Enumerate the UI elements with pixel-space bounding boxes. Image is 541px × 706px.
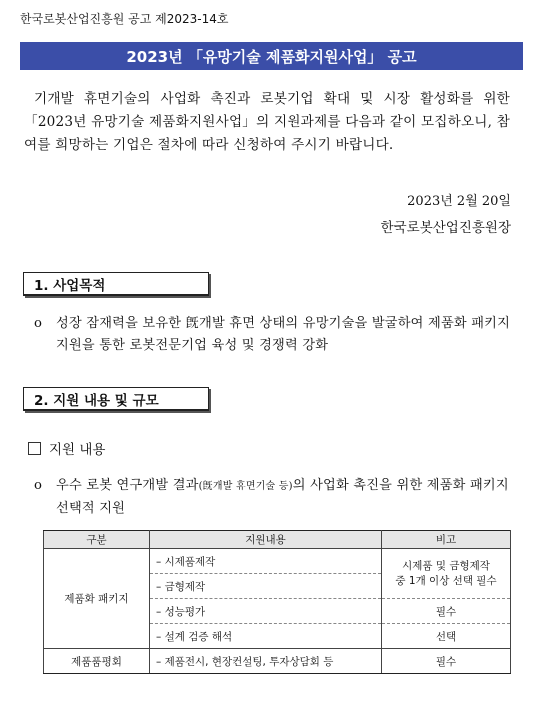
announcement-title: 2023년 「유망기술 제품화지원사업」 공고 (126, 47, 417, 66)
announcement-date: 2023년 2월 20일 (407, 194, 511, 209)
table-header-row (44, 531, 511, 549)
table-cell-content: – 설계 검증 해석 (150, 624, 382, 649)
sub-heading-label: 지원 내용 (49, 442, 106, 458)
table-cell-content: – 금형제작 (150, 574, 382, 599)
table-cell-note: 선택 (382, 624, 511, 649)
square-bullet-icon (28, 442, 41, 455)
document-number: 한국로봇산업진흥원 공고 제2023-14호 (20, 12, 229, 26)
support-text-a: 우수 로봇 연구개발 결과 (56, 478, 199, 493)
table-header-cell: 지원내용 (150, 531, 382, 549)
purpose-text: 성장 잠재력을 보유한 旣개발 휴면 상태의 유망기술을 발굴하여 제품화 패키지 지원을 통한 로봇전문기업 육성 및 경쟁력 강화 (56, 316, 511, 353)
table-cell-note: 필수 (382, 599, 511, 624)
circle-bullet-icon: o (34, 478, 43, 493)
signatory: 한국로봇산업진흥원장 (380, 220, 511, 236)
table-row (44, 549, 511, 574)
intro-paragraph: 기개발 휴면기술의 사업화 촉진과 로봇기업 확대 및 시장 활성화를 위한 「2023년 유망기술 제품화지원사업」의 지원과제를 다음과 같이 모집하오니, 참여를 희망하는 기업은 절차에 따라 신청하여 주시기 바랍니다. (24, 91, 510, 153)
table-cell-content: – 제품전시, 현장컨설팅, 투자상담회 등 (150, 649, 382, 674)
table-cell-note-line: 중 1개 이상 선택 필수 (395, 574, 497, 587)
support-bullet (34, 475, 512, 520)
table-group-label: 제품화 패키지 (44, 549, 150, 649)
table-cell-note: 필수 (382, 649, 511, 674)
section-heading-purpose (23, 272, 209, 296)
table-cell-content: – 성능평가 (150, 599, 382, 624)
sub-heading-support-content (28, 438, 105, 458)
table-header-cell: 비고 (382, 531, 511, 549)
support-text-note: (旣개발 휴면기술 등) (198, 481, 293, 492)
table-row (44, 649, 511, 674)
circle-bullet-icon: o (34, 316, 43, 331)
table-group-label: 제품품평회 (44, 649, 150, 674)
purpose-bullet (34, 313, 512, 357)
support-text-b: 의 사업화 촉진을 위한 제품화 패키지 선택적 지원 (56, 478, 509, 516)
support-table (43, 530, 511, 674)
table-cell-content: – 시제품제작 (150, 549, 382, 574)
announcement-title-bar (20, 42, 523, 70)
table-cell-note (382, 549, 511, 599)
section-heading-label: 2. 지원 내용 및 규모 (34, 392, 159, 409)
table-cell-note-line: 시제품 및 금형제작 (402, 559, 490, 572)
section-heading-support (23, 387, 209, 411)
table-header-cell: 구분 (44, 531, 150, 549)
section-heading-label: 1. 사업목적 (34, 277, 106, 294)
